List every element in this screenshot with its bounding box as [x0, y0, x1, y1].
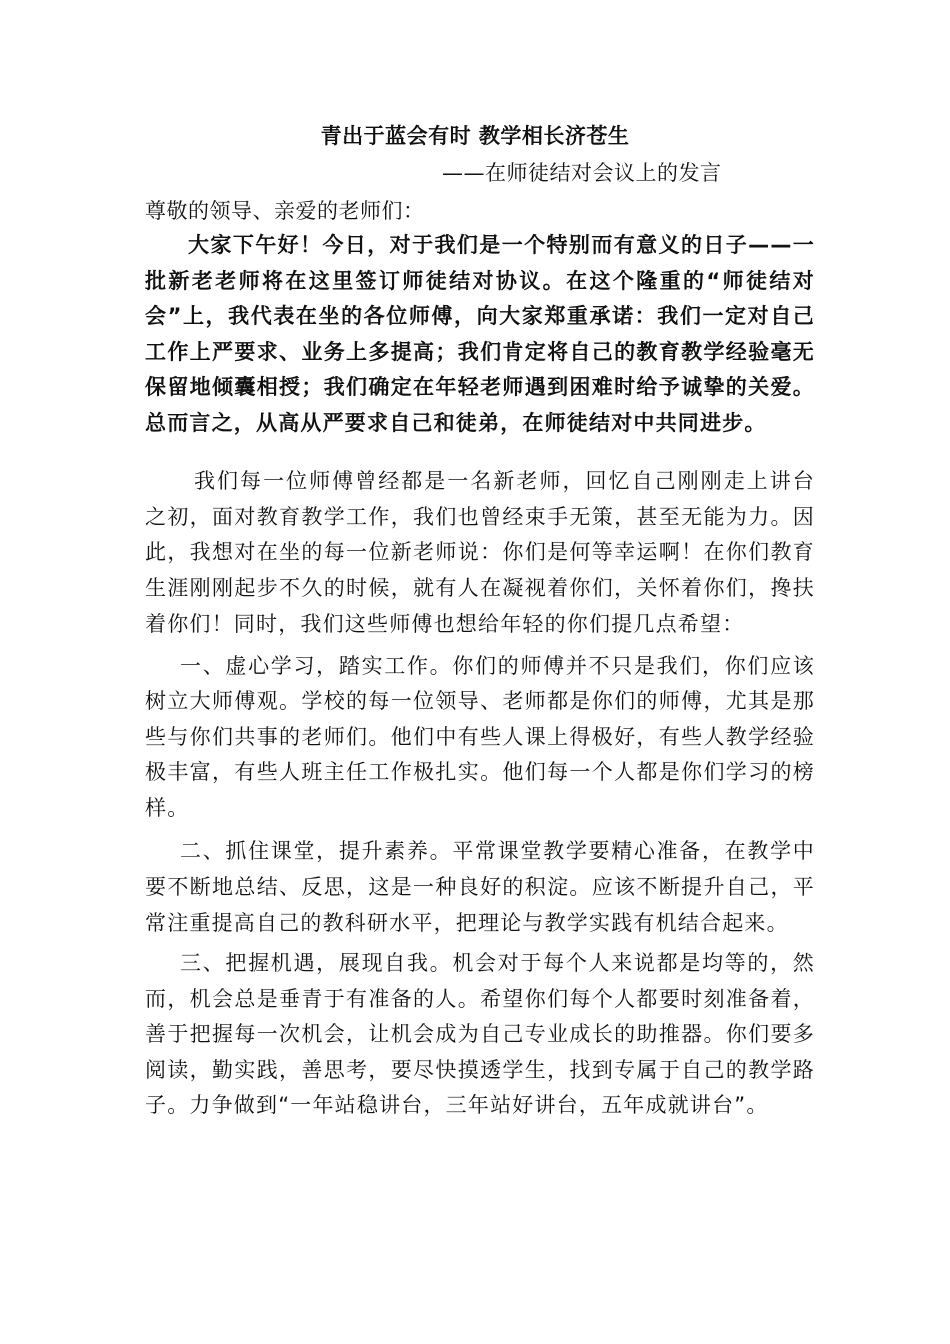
- paragraph-opening: 大家下午好！今日，对于我们是一个特别而有意义的日子——一批新老老师将在这里签订师徒结对协议。在这个隆重的“师徒结对会”上，我代表在坐的各位师傅，向大家郑重承诺：我们一定对自己工作上严要求、业务上多提高；我们肯定将自己的教育教学经验毫无保留地倾囊相授；我们确定在年轻老师遇到困难时给予诚挚的关爱。总而言之，从高从严要求自己和徒弟，在师徒结对中共同进步。: [145, 233, 815, 435]
- paragraph-point-two: 二、抓住课堂，提升素养。平常课堂教学要精心准备，在教学中要不断地总结、反思，这是一种良好的积淀。应该不断提升自己，平常注重提高自己的教科研水平，把理论与教学实践有机结合起来。: [145, 839, 815, 935]
- salutation: 尊敬的领导、亲爱的老师们：: [145, 199, 425, 223]
- paragraph-point-three: 三、把握机遇，展现自我。机会对于每个人来说都是均等的，然而，机会总是垂青于有准备的人。希望你们每个人都要时刻准备着，善于把握每一次机会，让机会成为自己专业成长的助推器。你们要多阅读，勤实践，善思考，要尽快摸透学生，找到专属于自己的教学路子。力争做到“一年站稳讲台，三年站好讲台，五年成就讲台”。: [145, 951, 815, 1118]
- paragraph-reflection: 我们每一位师傅曾经都是一名新老师，回忆自己刚刚走上讲台之初，面对教育教学工作，我们也曾经束手无策，甚至无能为力。因此，我想对在坐的每一位新老师说：你们是何等幸运啊！在你们教育生涯刚刚起步不久的时候，就有人在凝视着你们，关怀着你们，搀扶着你们！同时，我们这些师傅也想给年轻的你们提几点希望：: [145, 469, 815, 636]
- document-subtitle: ——在师徒结对会议上的发言: [442, 161, 722, 185]
- paragraph-point-one: 一、虚心学习，踏实工作。你们的师傅并不只是我们，你们应该树立大师傅观。学校的每一位领导、老师都是你们的师傅，尤其是那些与你们共事的老师们。他们中有些人课上得极好，有些人教学经验极丰富，有些人班主任工作极扎实。他们每一个人都是你们学习的榜样。: [145, 654, 815, 820]
- document-title: 青出于蓝会有时 教学相长济苍生: [320, 124, 630, 148]
